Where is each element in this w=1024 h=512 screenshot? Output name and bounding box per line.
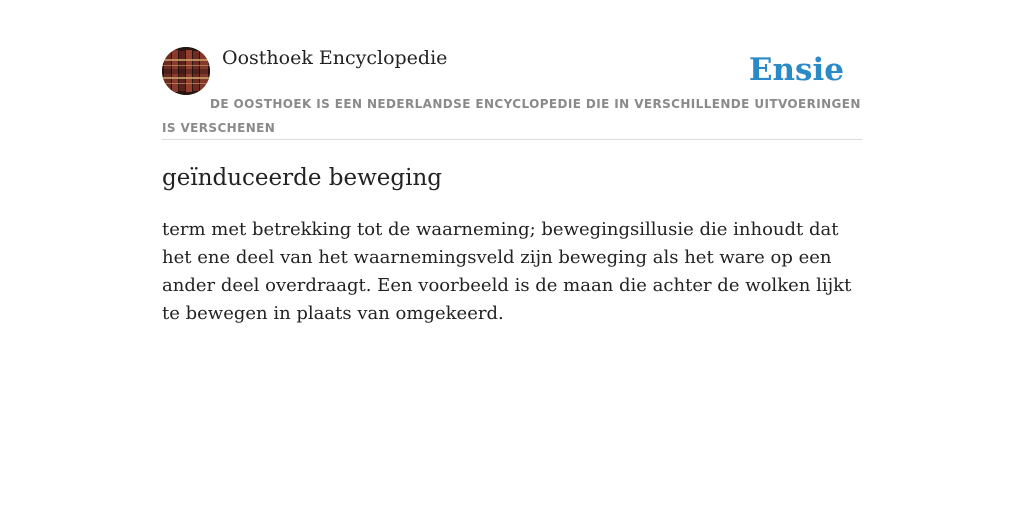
site-description: DE OOSTHOEK IS EEN NEDERLANDSE ENCYCLOPEDIE DIE IN VERSCHILLENDE UITVOERINGEN IS VERSCHENEN: [162, 97, 861, 135]
book-spines-icon: [162, 47, 210, 95]
site-title[interactable]: Oosthoek Encyclopedie: [222, 47, 448, 69]
entry-body: term met betrekking tot de waarneming; bewegingsillusie die inhoudt dat het ene deel van het waarnemingsveld zijn beweging als het ware op een ander deel overdraagt. Een voorbeeld is de maan die achter de wolken lijkt te bewegen in plaats van omgekeerd.: [162, 219, 852, 324]
brand-logo[interactable]: Ensie: [748, 52, 844, 88]
entry-title: geïnduceerde beweging: [162, 165, 443, 191]
avatar[interactable]: [162, 47, 210, 95]
header: [162, 46, 862, 140]
